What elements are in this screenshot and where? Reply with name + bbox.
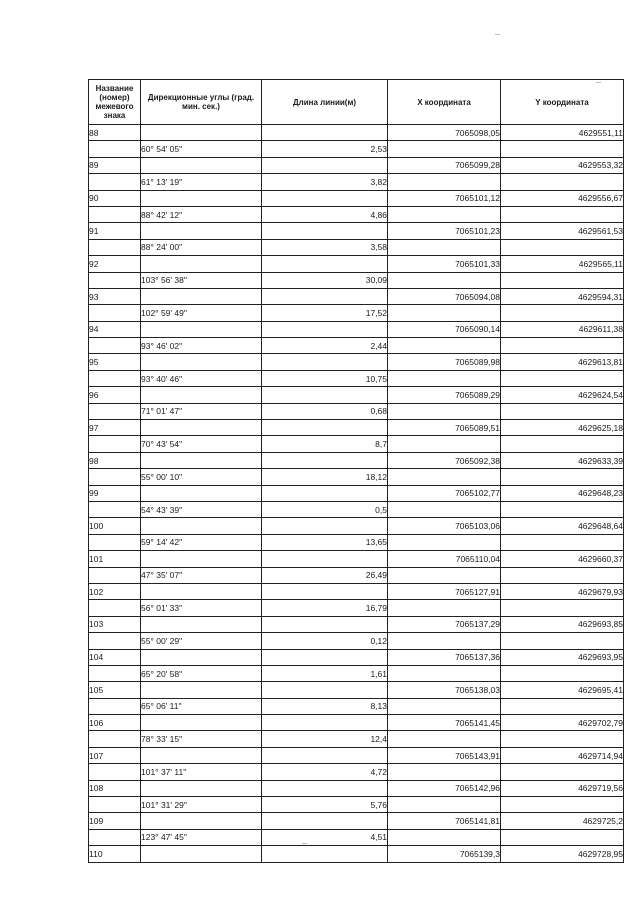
direction-angle-cell: 101° 31' 29"	[141, 797, 262, 813]
y-coordinate-cell: 4629613,81	[501, 354, 624, 370]
y-coordinate-cell: 4629633,39	[501, 452, 624, 468]
line-length-cell	[262, 321, 388, 337]
x-coordinate-cell	[388, 272, 501, 288]
line-length-cell: 26,49	[262, 567, 388, 583]
line-length-cell	[262, 715, 388, 731]
boundary-coordinates-table	[88, 79, 624, 863]
y-coordinate-cell: 4629553,32	[501, 157, 624, 173]
table-row	[89, 715, 624, 731]
direction-angle-cell	[141, 813, 262, 829]
line-length-cell: 17,52	[262, 305, 388, 321]
y-coordinate-cell: 4629719,56	[501, 780, 624, 796]
y-coordinate-cell: 4629611,38	[501, 321, 624, 337]
table-row	[89, 403, 624, 419]
x-coordinate-cell	[388, 403, 501, 419]
table-row	[89, 206, 624, 222]
y-coordinate-cell	[501, 370, 624, 386]
direction-angle-cell	[141, 518, 262, 534]
table-row	[89, 780, 624, 796]
direction-angle-cell: 71° 01' 47"	[141, 403, 262, 419]
direction-angle-cell: 101° 37' 11"	[141, 764, 262, 780]
table-row	[89, 616, 624, 632]
x-coordinate-cell: 7065141,81	[388, 813, 501, 829]
line-length-cell: 8,13	[262, 698, 388, 714]
y-coordinate-cell	[501, 436, 624, 452]
scan-speck	[495, 34, 500, 35]
line-length-cell: 4,72	[262, 764, 388, 780]
direction-angle-cell: 54° 43' 39"	[141, 501, 262, 517]
y-coordinate-cell: 4629679,93	[501, 583, 624, 599]
marker-name-cell	[89, 600, 141, 616]
y-coordinate-cell	[501, 239, 624, 255]
line-length-cell	[262, 223, 388, 239]
y-coordinate-cell	[501, 174, 624, 190]
scan-speck	[302, 843, 307, 844]
marker-name-cell	[89, 665, 141, 681]
direction-angle-cell	[141, 485, 262, 501]
y-coordinate-cell	[501, 501, 624, 517]
line-length-cell	[262, 780, 388, 796]
marker-name-cell	[89, 567, 141, 583]
table-row	[89, 485, 624, 501]
y-coordinate-cell: 4629660,37	[501, 551, 624, 567]
table-row	[89, 354, 624, 370]
marker-name-cell: 88	[89, 125, 141, 141]
line-length-cell: 8,7	[262, 436, 388, 452]
y-coordinate-cell: 4629561,53	[501, 223, 624, 239]
header-x-coordinate: X координата	[388, 80, 501, 125]
marker-name-cell	[89, 829, 141, 845]
header-marker-name: Название (номер) межевого знака	[89, 80, 141, 125]
direction-angle-cell	[141, 157, 262, 173]
table-row	[89, 846, 624, 862]
table-row	[89, 534, 624, 550]
x-coordinate-cell	[388, 764, 501, 780]
x-coordinate-cell	[388, 174, 501, 190]
table-row	[89, 813, 624, 829]
direction-angle-cell: 93° 46' 02"	[141, 338, 262, 354]
x-coordinate-cell: 7065089,29	[388, 387, 501, 403]
marker-name-cell: 91	[89, 223, 141, 239]
line-length-cell: 3,58	[262, 239, 388, 255]
marker-name-cell	[89, 305, 141, 321]
x-coordinate-cell: 7065137,29	[388, 616, 501, 632]
line-length-cell: 4,86	[262, 206, 388, 222]
table-row	[89, 223, 624, 239]
marker-name-cell	[89, 436, 141, 452]
y-coordinate-cell: 4629648,23	[501, 485, 624, 501]
marker-name-cell	[89, 370, 141, 386]
marker-name-cell	[89, 501, 141, 517]
y-coordinate-cell: 4629714,94	[501, 747, 624, 763]
x-coordinate-cell: 7065139,3	[388, 846, 501, 862]
x-coordinate-cell: 7065094,08	[388, 288, 501, 304]
direction-angle-cell: 103° 56' 38"	[141, 272, 262, 288]
direction-angle-cell	[141, 256, 262, 272]
line-length-cell	[262, 485, 388, 501]
y-coordinate-cell	[501, 698, 624, 714]
line-length-cell	[262, 583, 388, 599]
y-coordinate-cell	[501, 305, 624, 321]
x-coordinate-cell	[388, 141, 501, 157]
marker-name-cell	[89, 797, 141, 813]
line-length-cell: 5,76	[262, 797, 388, 813]
table-row	[89, 469, 624, 485]
x-coordinate-cell	[388, 633, 501, 649]
line-length-cell: 4,51	[262, 829, 388, 845]
marker-name-cell: 103	[89, 616, 141, 632]
line-length-cell: 30,09	[262, 272, 388, 288]
marker-name-cell	[89, 534, 141, 550]
x-coordinate-cell	[388, 600, 501, 616]
line-length-cell	[262, 649, 388, 665]
table-row	[89, 125, 624, 141]
table-row	[89, 665, 624, 681]
line-length-cell	[262, 190, 388, 206]
marker-name-cell: 105	[89, 682, 141, 698]
table-row	[89, 600, 624, 616]
x-coordinate-cell: 7065138,03	[388, 682, 501, 698]
line-length-cell	[262, 813, 388, 829]
marker-name-cell: 101	[89, 551, 141, 567]
y-coordinate-cell: 4629725,2	[501, 813, 624, 829]
direction-angle-cell: 102° 59' 49"	[141, 305, 262, 321]
x-coordinate-cell	[388, 731, 501, 747]
y-coordinate-cell	[501, 534, 624, 550]
table-row	[89, 649, 624, 665]
x-coordinate-cell: 7065142,96	[388, 780, 501, 796]
x-coordinate-cell	[388, 370, 501, 386]
line-length-cell: 18,12	[262, 469, 388, 485]
direction-angle-cell	[141, 682, 262, 698]
line-length-cell: 2,44	[262, 338, 388, 354]
direction-angle-cell	[141, 125, 262, 141]
direction-angle-cell: 47° 35' 07"	[141, 567, 262, 583]
x-coordinate-cell: 7065127,91	[388, 583, 501, 599]
direction-angle-cell: 65° 06' 11"	[141, 698, 262, 714]
direction-angle-cell: 78° 33' 15"	[141, 731, 262, 747]
table-row	[89, 698, 624, 714]
marker-name-cell: 106	[89, 715, 141, 731]
line-length-cell	[262, 288, 388, 304]
x-coordinate-cell: 7065101,23	[388, 223, 501, 239]
marker-name-cell: 90	[89, 190, 141, 206]
table-row	[89, 436, 624, 452]
y-coordinate-cell	[501, 764, 624, 780]
y-coordinate-cell: 4629556,67	[501, 190, 624, 206]
direction-angle-cell: 60° 54' 05"	[141, 141, 262, 157]
direction-angle-cell	[141, 420, 262, 436]
y-coordinate-cell: 4629565,11	[501, 256, 624, 272]
table-row	[89, 321, 624, 337]
x-coordinate-cell: 7065137,36	[388, 649, 501, 665]
line-length-cell: 12,4	[262, 731, 388, 747]
y-coordinate-cell: 4629693,85	[501, 616, 624, 632]
x-coordinate-cell	[388, 501, 501, 517]
direction-angle-cell: 55° 00' 10"	[141, 469, 262, 485]
table-row	[89, 239, 624, 255]
table-row	[89, 452, 624, 468]
x-coordinate-cell: 7065101,33	[388, 256, 501, 272]
direction-angle-cell	[141, 223, 262, 239]
line-length-cell	[262, 420, 388, 436]
direction-angle-cell	[141, 190, 262, 206]
y-coordinate-cell	[501, 633, 624, 649]
table-header-row	[89, 80, 624, 125]
table-row	[89, 157, 624, 173]
x-coordinate-cell	[388, 797, 501, 813]
table-row	[89, 141, 624, 157]
table-row	[89, 797, 624, 813]
direction-angle-cell	[141, 452, 262, 468]
direction-angle-cell: 59° 14' 42"	[141, 534, 262, 550]
table-row	[89, 370, 624, 386]
direction-angle-cell: 55° 00' 29"	[141, 633, 262, 649]
table-row	[89, 272, 624, 288]
marker-name-cell: 109	[89, 813, 141, 829]
table-row	[89, 567, 624, 583]
x-coordinate-cell: 7065090,14	[388, 321, 501, 337]
marker-name-cell	[89, 239, 141, 255]
y-coordinate-cell	[501, 567, 624, 583]
y-coordinate-cell	[501, 600, 624, 616]
table-body	[89, 125, 624, 863]
table-row	[89, 305, 624, 321]
x-coordinate-cell: 7065143,91	[388, 747, 501, 763]
marker-name-cell: 96	[89, 387, 141, 403]
marker-name-cell: 100	[89, 518, 141, 534]
direction-angle-cell: 88° 24' 00"	[141, 239, 262, 255]
direction-angle-cell: 56° 01' 33"	[141, 600, 262, 616]
marker-name-cell	[89, 764, 141, 780]
x-coordinate-cell	[388, 436, 501, 452]
direction-angle-cell	[141, 747, 262, 763]
marker-name-cell: 92	[89, 256, 141, 272]
marker-name-cell	[89, 174, 141, 190]
x-coordinate-cell: 7065141,45	[388, 715, 501, 731]
direction-angle-cell	[141, 616, 262, 632]
y-coordinate-cell: 4629551,11	[501, 125, 624, 141]
marker-name-cell	[89, 633, 141, 649]
table-row	[89, 288, 624, 304]
marker-name-cell	[89, 272, 141, 288]
x-coordinate-cell	[388, 469, 501, 485]
x-coordinate-cell: 7065089,98	[388, 354, 501, 370]
y-coordinate-cell	[501, 272, 624, 288]
direction-angle-cell	[141, 321, 262, 337]
marker-name-cell: 97	[89, 420, 141, 436]
x-coordinate-cell	[388, 206, 501, 222]
direction-angle-cell	[141, 551, 262, 567]
marker-name-cell: 93	[89, 288, 141, 304]
header-line-length: Длина линии(м)	[262, 80, 388, 125]
table-row	[89, 682, 624, 698]
line-length-cell	[262, 616, 388, 632]
x-coordinate-cell: 7065102,77	[388, 485, 501, 501]
direction-angle-cell	[141, 780, 262, 796]
marker-name-cell: 110	[89, 846, 141, 862]
line-length-cell	[262, 125, 388, 141]
y-coordinate-cell	[501, 797, 624, 813]
marker-name-cell: 95	[89, 354, 141, 370]
table-row	[89, 747, 624, 763]
line-length-cell: 10,75	[262, 370, 388, 386]
x-coordinate-cell: 7065098,05	[388, 125, 501, 141]
table-row	[89, 174, 624, 190]
line-length-cell	[262, 846, 388, 862]
line-length-cell	[262, 452, 388, 468]
direction-angle-cell: 88° 42' 12"	[141, 206, 262, 222]
line-length-cell	[262, 157, 388, 173]
line-length-cell	[262, 387, 388, 403]
marker-name-cell: 104	[89, 649, 141, 665]
y-coordinate-cell: 4629624,54	[501, 387, 624, 403]
direction-angle-cell: 93° 40' 46"	[141, 370, 262, 386]
x-coordinate-cell: 7065099,28	[388, 157, 501, 173]
table-row	[89, 256, 624, 272]
line-length-cell: 1,61	[262, 665, 388, 681]
x-coordinate-cell: 7065092,38	[388, 452, 501, 468]
x-coordinate-cell: 7065110,04	[388, 551, 501, 567]
marker-name-cell	[89, 698, 141, 714]
y-coordinate-cell: 4629693,95	[501, 649, 624, 665]
scan-speck	[596, 82, 601, 83]
marker-name-cell	[89, 141, 141, 157]
table-row	[89, 338, 624, 354]
line-length-cell	[262, 256, 388, 272]
y-coordinate-cell	[501, 141, 624, 157]
header-y-coordinate: Y координата	[501, 80, 624, 125]
y-coordinate-cell	[501, 665, 624, 681]
x-coordinate-cell	[388, 665, 501, 681]
y-coordinate-cell	[501, 206, 624, 222]
table-row	[89, 633, 624, 649]
line-length-cell	[262, 354, 388, 370]
y-coordinate-cell	[501, 338, 624, 354]
direction-angle-cell	[141, 846, 262, 862]
marker-name-cell: 108	[89, 780, 141, 796]
direction-angle-cell	[141, 354, 262, 370]
table-row	[89, 583, 624, 599]
y-coordinate-cell: 4629594,31	[501, 288, 624, 304]
marker-name-cell	[89, 338, 141, 354]
marker-name-cell	[89, 469, 141, 485]
direction-angle-cell	[141, 583, 262, 599]
line-length-cell: 13,65	[262, 534, 388, 550]
line-length-cell	[262, 551, 388, 567]
line-length-cell: 2,53	[262, 141, 388, 157]
y-coordinate-cell	[501, 403, 624, 419]
y-coordinate-cell	[501, 731, 624, 747]
marker-name-cell: 94	[89, 321, 141, 337]
table-row	[89, 829, 624, 845]
line-length-cell: 0,5	[262, 501, 388, 517]
marker-name-cell: 89	[89, 157, 141, 173]
x-coordinate-cell	[388, 829, 501, 845]
line-length-cell	[262, 747, 388, 763]
x-coordinate-cell: 7065103,06	[388, 518, 501, 534]
line-length-cell: 16,79	[262, 600, 388, 616]
table-row	[89, 501, 624, 517]
x-coordinate-cell: 7065089,51	[388, 420, 501, 436]
y-coordinate-cell	[501, 469, 624, 485]
direction-angle-cell: 65° 20' 58"	[141, 665, 262, 681]
table-row	[89, 387, 624, 403]
y-coordinate-cell: 4629695,41	[501, 682, 624, 698]
line-length-cell	[262, 518, 388, 534]
marker-name-cell: 99	[89, 485, 141, 501]
table-row	[89, 420, 624, 436]
marker-name-cell: 102	[89, 583, 141, 599]
y-coordinate-cell: 4629702,79	[501, 715, 624, 731]
direction-angle-cell	[141, 649, 262, 665]
direction-angle-cell: 70° 43' 54"	[141, 436, 262, 452]
x-coordinate-cell	[388, 305, 501, 321]
marker-name-cell	[89, 206, 141, 222]
table-row	[89, 518, 624, 534]
table-row	[89, 551, 624, 567]
marker-name-cell: 107	[89, 747, 141, 763]
direction-angle-cell	[141, 387, 262, 403]
x-coordinate-cell: 7065101,12	[388, 190, 501, 206]
y-coordinate-cell: 4629728,95	[501, 846, 624, 862]
direction-angle-cell	[141, 288, 262, 304]
y-coordinate-cell	[501, 829, 624, 845]
line-length-cell	[262, 682, 388, 698]
x-coordinate-cell	[388, 534, 501, 550]
line-length-cell: 3,82	[262, 174, 388, 190]
marker-name-cell	[89, 731, 141, 747]
y-coordinate-cell: 4629625,18	[501, 420, 624, 436]
x-coordinate-cell	[388, 239, 501, 255]
direction-angle-cell	[141, 715, 262, 731]
y-coordinate-cell: 4629648,64	[501, 518, 624, 534]
header-direction-angle: Дирекционные углы (град. мин. сек.)	[141, 80, 262, 125]
marker-name-cell	[89, 403, 141, 419]
table-row	[89, 731, 624, 747]
x-coordinate-cell	[388, 338, 501, 354]
line-length-cell: 0,68	[262, 403, 388, 419]
direction-angle-cell: 61° 13' 19"	[141, 174, 262, 190]
line-length-cell: 0,12	[262, 633, 388, 649]
x-coordinate-cell	[388, 567, 501, 583]
marker-name-cell: 98	[89, 452, 141, 468]
table-row	[89, 764, 624, 780]
table-row	[89, 190, 624, 206]
direction-angle-cell: 123° 47' 45"	[141, 829, 262, 845]
x-coordinate-cell	[388, 698, 501, 714]
